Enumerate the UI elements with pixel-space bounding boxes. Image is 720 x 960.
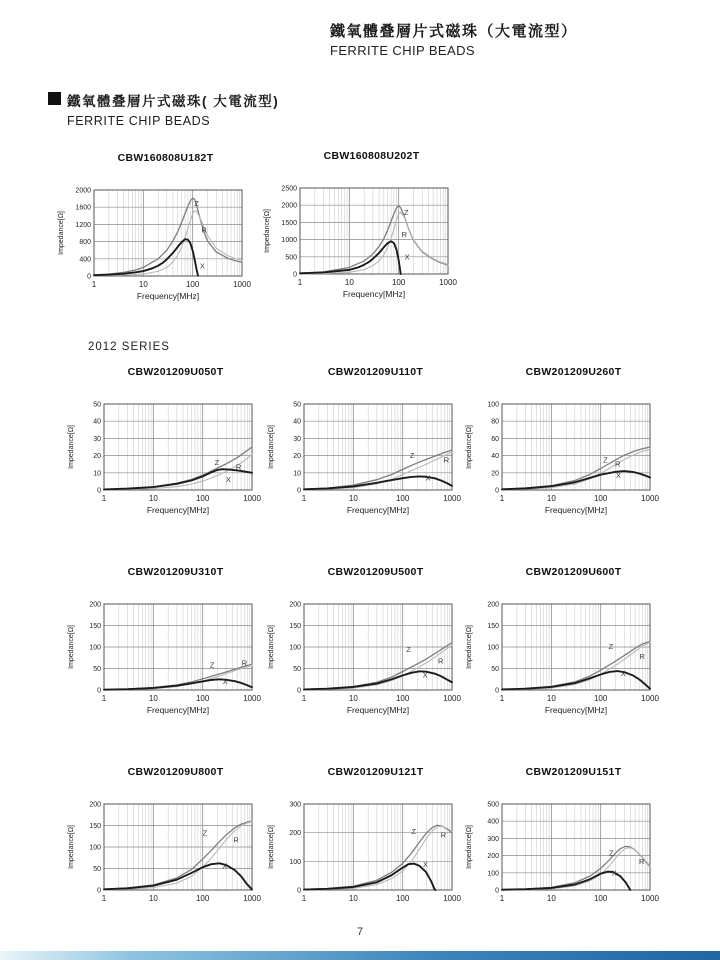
svg-text:100: 100 [195,494,210,503]
svg-text:300: 300 [289,801,301,809]
header-title-cn: 鐵氧體叠層片式磁珠（大電流型） [330,23,578,40]
svg-text:300: 300 [487,835,499,843]
svg-text:20: 20 [491,470,499,478]
svg-text:1: 1 [499,694,505,703]
svg-text:1000: 1000 [281,237,297,245]
chart-title: CBW201209U151T [525,766,622,778]
impedance-chart-plot [52,184,257,316]
svg-text:100: 100 [487,870,499,878]
svg-text:50: 50 [491,666,499,673]
svg-text:400: 400 [487,818,499,826]
svg-text:100: 100 [195,894,210,903]
svg-text:1000: 1000 [243,694,261,703]
chart-title: CBW201209U110T [327,366,424,378]
svg-text:10: 10 [93,470,101,478]
svg-text:10: 10 [148,494,158,503]
curve-R [104,455,252,490]
svg-text:2000: 2000 [75,187,91,195]
svg-text:1: 1 [499,894,505,903]
curve-label-X: X [422,670,428,680]
y-axis-label: Impedance[Ω] [268,425,275,469]
svg-text:1000: 1000 [641,694,659,703]
y-axis-label: Impedance[Ω] [466,425,473,469]
x-axis-label: Frequency[MHz] [346,505,410,515]
curve-label-R: R [201,225,207,235]
curve-label-X: X [616,470,622,480]
section-heading [48,90,279,128]
curve-label-R: R [440,830,447,840]
svg-text:100: 100 [487,644,499,652]
svg-text:150: 150 [289,623,301,630]
impedance-chart-plot [460,798,665,930]
impedance-chart [460,566,665,730]
curve-label-Z: Z [194,198,199,208]
svg-text:1000: 1000 [443,894,461,903]
curve-X [502,671,650,689]
svg-text:10: 10 [138,280,148,289]
impedance-chart [262,766,467,930]
svg-text:1: 1 [301,494,307,503]
y-axis-label: Impedance[Ω] [58,211,65,255]
svg-text:2000: 2000 [281,202,297,210]
header-title-en: FERRITE CHIP BEADS [330,43,475,58]
svg-text:50: 50 [93,401,101,409]
section-title-cn: 鐵氧體叠層片式磁珠( 大電流型) [67,94,280,109]
x-axis-label: Frequency[MHz] [544,505,608,515]
svg-text:100: 100 [289,644,301,652]
section-square-bullet [48,92,61,105]
chart-title: CBW201209U800T [127,766,224,778]
svg-text:50: 50 [293,666,301,673]
y-axis-label: Impedance[Ω] [466,625,473,669]
curve-label-Z: Z [214,458,220,468]
curve-label-R: R [443,455,450,465]
curve-label-Z: Z [403,207,409,217]
svg-text:100: 100 [487,401,499,409]
svg-text:1000: 1000 [243,494,261,503]
chart-title: CBW201209U500T [327,566,424,578]
impedance-chart-plot [258,182,463,314]
svg-text:100: 100 [391,278,406,287]
svg-text:1: 1 [297,278,303,287]
svg-text:80: 80 [491,418,499,426]
svg-text:100: 100 [395,694,410,703]
curve-label-R: R [401,230,408,240]
svg-text:200: 200 [487,853,499,861]
section-title-en: FERRITE CHIP BEADS [67,114,211,128]
impedance-chart-plot [262,398,467,530]
svg-text:1000: 1000 [439,278,457,287]
curve-label-X: X [404,252,410,262]
curve-label-X: X [225,475,231,485]
svg-text:1200: 1200 [75,221,91,229]
svg-text:40: 40 [93,418,101,426]
svg-text:200: 200 [89,801,101,809]
impedance-chart-plot [262,798,467,930]
svg-text:200: 200 [289,601,301,609]
y-axis-label: Impedance[Ω] [264,209,271,253]
svg-text:0: 0 [297,887,301,895]
svg-text:40: 40 [491,453,499,461]
chart-title: CBW201209U310T [127,566,224,578]
curve-label-Z: Z [409,451,415,461]
svg-text:1: 1 [91,280,97,289]
curve-R [502,449,650,490]
curve-R [94,211,242,276]
svg-text:0: 0 [97,487,101,495]
svg-text:10: 10 [546,894,556,903]
impedance-chart [262,566,467,730]
y-axis-label: Impedance[Ω] [68,425,75,469]
chart-title: CBW160808U182T [117,152,214,164]
curve-label-X: X [620,669,626,679]
impedance-chart [262,366,467,530]
svg-text:20: 20 [293,453,301,461]
svg-text:20: 20 [93,453,101,461]
curve-label-R: R [614,459,621,469]
svg-text:30: 30 [293,435,301,443]
chart-title: CBW201209U050T [127,366,224,378]
svg-text:100: 100 [195,694,210,703]
svg-text:100: 100 [593,894,608,903]
curve-R [300,212,448,274]
curve-label-Z: Z [202,828,208,838]
impedance-chart [460,366,665,530]
svg-text:0: 0 [97,887,101,895]
svg-text:500: 500 [285,254,297,262]
curve-label-X: X [222,677,228,687]
curve-label-R: R [233,835,239,845]
curve-label-Z: Z [609,848,614,858]
footer-gradient-bar [0,951,720,960]
svg-text:10: 10 [546,494,556,503]
curve-label-R: R [639,652,645,662]
svg-text:10: 10 [148,694,158,703]
y-axis-label: Impedance[Ω] [68,625,75,669]
svg-text:0: 0 [297,487,301,495]
svg-text:1000: 1000 [641,894,659,903]
impedance-chart [62,566,267,730]
svg-text:2500: 2500 [281,185,297,193]
curve-label-Z: Z [209,660,215,670]
y-axis-label: Impedance[Ω] [268,625,275,669]
chart-title: CBW201209U260T [525,366,622,378]
svg-text:0: 0 [495,487,499,495]
svg-text:10: 10 [546,694,556,703]
x-axis-label: Frequency[MHz] [342,289,406,299]
x-axis-label: Frequency[MHz] [544,705,608,715]
curve-label-X: X [422,860,428,870]
svg-text:1: 1 [101,894,107,903]
svg-text:10: 10 [344,278,354,287]
impedance-chart-plot [62,798,267,930]
curve-label-R: R [639,856,645,866]
svg-text:10: 10 [348,694,358,703]
svg-text:1000: 1000 [641,494,659,503]
svg-text:100: 100 [89,644,101,652]
svg-text:10: 10 [348,894,358,903]
svg-text:800: 800 [79,239,91,247]
svg-text:50: 50 [93,866,101,873]
svg-text:500: 500 [487,801,499,809]
svg-text:100: 100 [89,844,101,852]
svg-text:1: 1 [301,694,307,703]
svg-text:1: 1 [101,694,107,703]
svg-text:1000: 1000 [243,894,261,903]
curve-label-Z: Z [608,642,614,652]
impedance-chart [52,152,257,316]
svg-text:1500: 1500 [281,219,297,227]
svg-text:0: 0 [293,271,297,279]
svg-text:1: 1 [499,494,505,503]
x-axis-label: Frequency[MHz] [146,705,210,715]
svg-text:0: 0 [495,887,499,895]
svg-text:50: 50 [93,666,101,673]
curve-X [300,241,401,274]
svg-text:60: 60 [491,435,499,443]
svg-text:1000: 1000 [443,494,461,503]
svg-text:200: 200 [487,601,499,609]
svg-text:150: 150 [89,823,101,830]
x-axis-label: Frequency[MHz] [146,505,210,515]
svg-text:1: 1 [301,894,307,903]
svg-text:200: 200 [89,601,101,609]
curve-label-X: X [611,868,617,878]
curve-label-R: R [241,658,248,668]
svg-text:10: 10 [348,494,358,503]
y-axis-label: Impedance[Ω] [68,825,75,869]
curve-label-Z: Z [406,645,411,655]
curve-label-Z: Z [603,455,608,465]
y-axis-label: Impedance[Ω] [268,825,275,869]
x-axis-label: Frequency[MHz] [346,705,410,715]
curve-X [104,863,252,889]
svg-text:100: 100 [593,494,608,503]
svg-text:1: 1 [101,494,107,503]
svg-text:100: 100 [395,894,410,903]
curve-label-R: R [437,656,444,666]
svg-text:0: 0 [87,273,91,281]
impedance-chart-plot [262,598,467,730]
svg-text:150: 150 [89,623,101,630]
chart-title: CBW160808U202T [323,150,420,162]
svg-text:100: 100 [185,280,200,289]
svg-text:10: 10 [293,470,301,478]
curve-label-X: X [222,861,228,871]
svg-text:10: 10 [148,894,158,903]
curve-Z [94,198,242,275]
svg-text:30: 30 [93,435,101,443]
curve-label-Z: Z [411,826,416,836]
chart-title: CBW201209U121T [327,766,424,778]
svg-text:200: 200 [289,830,301,838]
curve-label-X: X [425,473,431,483]
impedance-chart [62,766,267,930]
impedance-chart [460,766,665,930]
svg-text:150: 150 [487,623,499,630]
svg-text:0: 0 [495,687,499,695]
page-number: 7 [356,926,364,938]
svg-text:0: 0 [97,687,101,695]
y-axis-label: Impedance[Ω] [466,825,473,869]
svg-text:100: 100 [593,694,608,703]
curve-label-X: X [199,261,205,271]
impedance-chart-plot [62,598,267,730]
svg-text:1000: 1000 [443,694,461,703]
svg-text:100: 100 [395,494,410,503]
impedance-chart [258,150,463,314]
svg-text:1600: 1600 [75,204,91,212]
x-axis-label: Frequency[MHz] [136,291,200,301]
impedance-chart-plot [460,598,665,730]
impedance-chart [62,366,267,530]
impedance-chart-plot [62,398,267,530]
svg-text:100: 100 [289,858,301,866]
series-heading: 2012 SERIES [88,341,170,353]
chart-title: CBW201209U600T [525,566,622,578]
impedance-chart-plot [460,398,665,530]
svg-text:1000: 1000 [233,280,251,289]
curve-label-R: R [235,462,242,472]
svg-text:400: 400 [79,256,91,264]
page-header [330,20,578,58]
svg-text:40: 40 [293,418,301,426]
svg-text:0: 0 [297,687,301,695]
svg-text:50: 50 [293,401,301,409]
curve-X [304,671,452,689]
